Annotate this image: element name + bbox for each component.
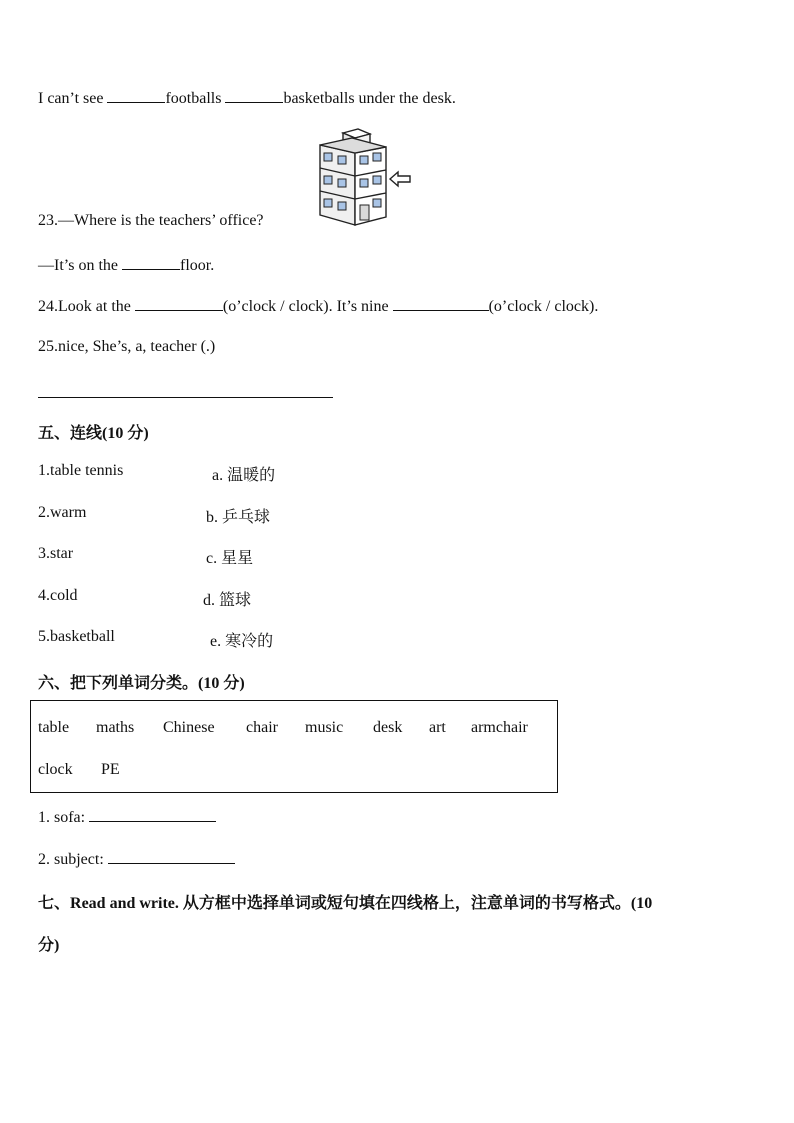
word-bank-item: music (305, 719, 344, 736)
q23-blank[interactable] (122, 255, 180, 270)
q24-blank-1[interactable] (135, 296, 223, 311)
match-left-item[interactable]: 2.warm (38, 504, 87, 521)
q24-sentence: 24.Look at the (o’clock / clock). It’s nine (o’clock / clock). (38, 298, 599, 315)
word-bank-box (30, 700, 558, 793)
section6-title: 六、把下列单词分类。(10 分) (38, 675, 245, 692)
match-left-item[interactable]: 1.table tennis (38, 462, 124, 479)
section7-title-line2: 分) (38, 937, 60, 954)
word-bank-item: table (38, 719, 70, 736)
category-subject: 2. subject: (38, 849, 235, 869)
q22-blank-2[interactable] (225, 88, 283, 103)
section5-title: 五、连线(10 分) (38, 425, 149, 442)
q22-blank-1[interactable] (107, 88, 165, 103)
word-bank-item: maths (96, 719, 135, 736)
word-bank-item: clock (38, 761, 73, 778)
category-subject-blank[interactable] (108, 849, 235, 864)
word-bank-item: desk (373, 719, 403, 736)
match-right-item[interactable]: c. 星星 (206, 550, 254, 567)
match-right-item[interactable]: d. 篮球 (203, 592, 252, 609)
q24-blank-2[interactable] (393, 296, 489, 311)
match-right-item[interactable]: a. 温暖的 (212, 467, 276, 484)
match-left-item[interactable]: 3.star (38, 545, 74, 562)
q23-question: 23.—Where is the teachers’ office? (38, 212, 264, 229)
q25-prompt: 25.nice, She’s, a, teacher (.) (38, 338, 216, 355)
match-right-item[interactable]: b. 乒乓球 (206, 509, 271, 526)
section7-title: 七、Read and write. 从方框中选择单词或短句填在四线格上，注意单词的书写格式。(10 (38, 895, 653, 912)
q25-answer-line[interactable] (38, 397, 333, 398)
word-bank-item: chair (246, 719, 278, 736)
match-right-item[interactable]: e. 寒冷的 (210, 633, 274, 650)
q22-sentence: I can’t see footballs basketballs under the desk. (38, 90, 456, 107)
word-bank-item: armchair (471, 719, 528, 736)
word-bank-item: art (429, 719, 446, 736)
match-left-item[interactable]: 5.basketball (38, 628, 115, 645)
category-sofa-blank[interactable] (89, 807, 216, 822)
word-bank-item: Chinese (163, 719, 215, 736)
category-sofa: 1. sofa: (38, 807, 216, 827)
word-bank-item: PE (101, 761, 120, 778)
match-left-item[interactable]: 4.cold (38, 587, 78, 604)
building-with-arrow-icon (310, 125, 414, 227)
q23-answer: —It’s on the floor. (38, 257, 215, 274)
